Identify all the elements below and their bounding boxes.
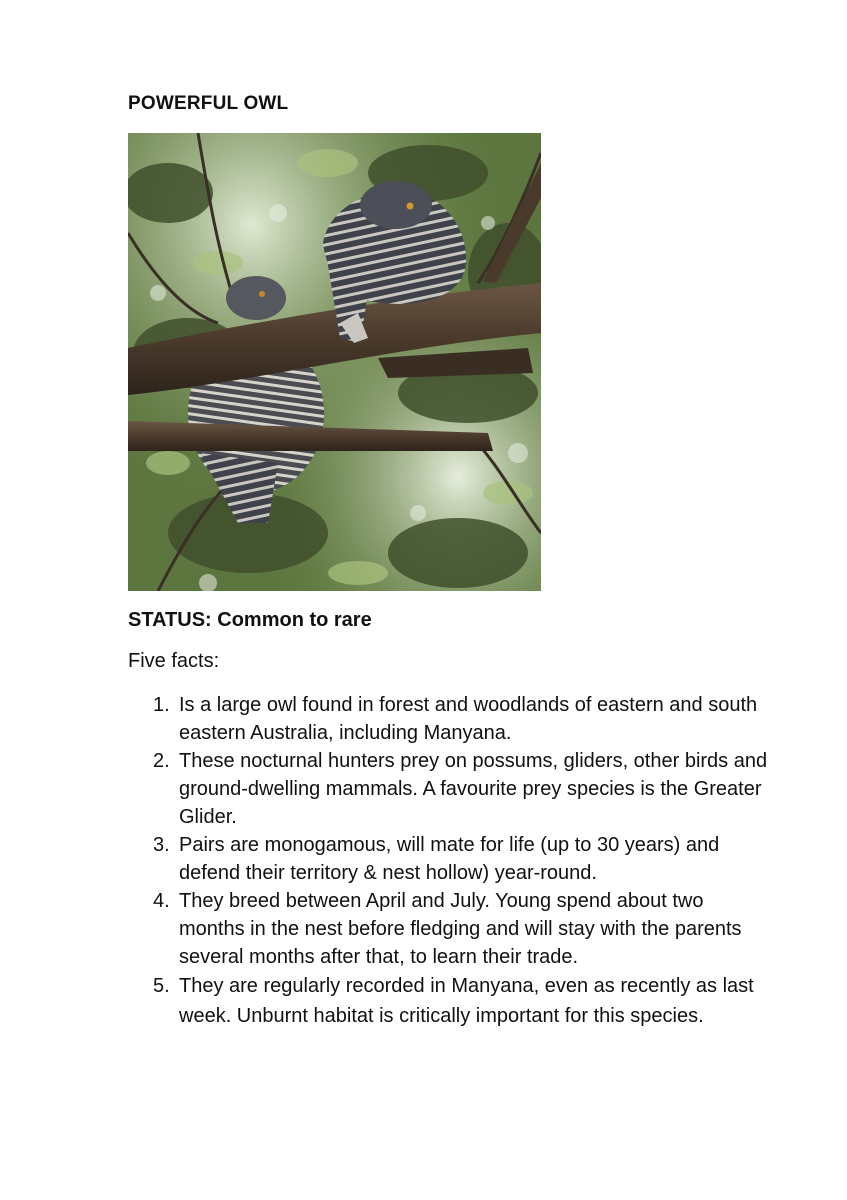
list-item bbox=[128, 691, 768, 747]
list-item-text: They are regularly recorded in Manyana, even as recently as last week. Unburnt habitat is critically important for this species. bbox=[179, 975, 754, 1027]
list-item-text: These nocturnal hunters prey on possums, gliders, other birds and ground-dwelling mammals. A favourite prey species is the Greater Glider. bbox=[179, 750, 768, 828]
status-heading: STATUS: Common to rare bbox=[128, 609, 372, 631]
list-item-number: 4. bbox=[153, 890, 170, 912]
owl-photo bbox=[128, 133, 541, 591]
facts-intro: Five facts: bbox=[128, 650, 220, 672]
list-item-text: Is a large owl found in forest and woodlands of eastern and south eastern Australia, including Manyana. bbox=[179, 694, 758, 744]
page-title: POWERFUL OWL bbox=[128, 93, 289, 114]
list-item bbox=[128, 887, 768, 971]
list-item-text: They breed between April and July. Young spend about two months in the nest before fledging and will stay with the parents several months after that, to learn their trade. bbox=[179, 890, 742, 968]
list-item bbox=[128, 831, 768, 887]
list-item-text: Pairs are monogamous, will mate for life (up to 30 years) and defend their territory & nest hollow) year-round. bbox=[179, 834, 720, 884]
list-item-number: 1. bbox=[153, 694, 170, 716]
list-item-number: 3. bbox=[153, 834, 170, 856]
list-item bbox=[128, 971, 768, 1031]
list-item-number: 5. bbox=[153, 975, 170, 997]
list-item bbox=[128, 747, 768, 831]
owl-photo-icon bbox=[128, 133, 541, 591]
facts-list bbox=[128, 691, 768, 1031]
list-item-number: 2. bbox=[153, 750, 170, 772]
